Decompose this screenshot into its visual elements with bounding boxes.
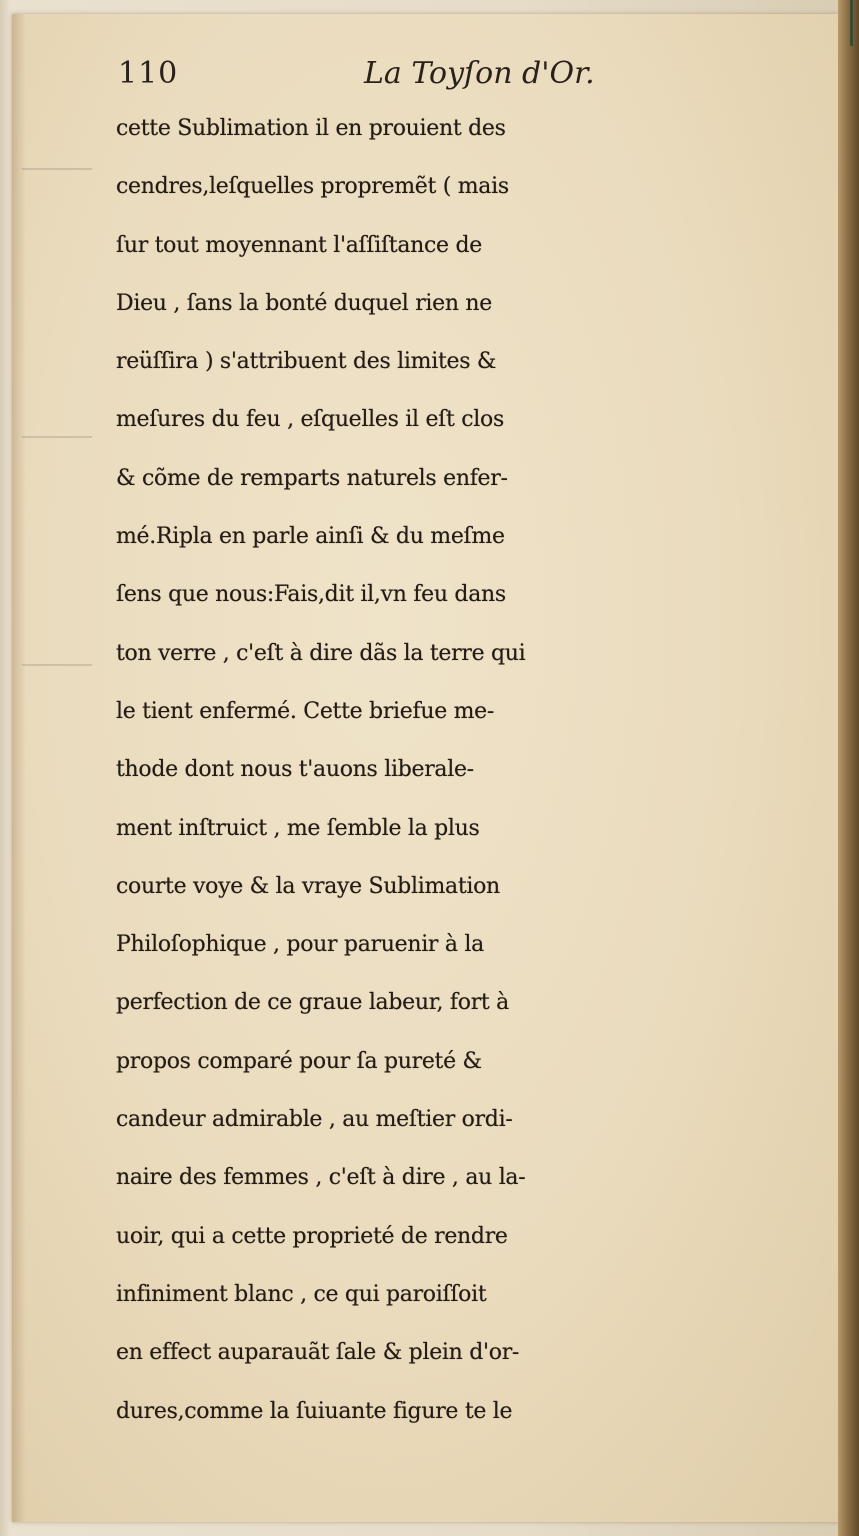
- text-line: mé.Ripla en parle ainſi & du meſme: [116, 524, 505, 550]
- text-line: meſures du feu , eſquelles il eſt clos: [116, 407, 504, 433]
- text-line: infiniment blanc , ce qui paroiſſoit: [116, 1281, 487, 1307]
- text-line: Philoſophique , pour paruenir à la: [116, 932, 484, 958]
- text-line: dures,comme la ſuiuante figure te le: [116, 1398, 513, 1424]
- text-line: naire des femmes , c'eſt à dire , au la-: [116, 1165, 526, 1191]
- text-line: courte voye & la vraye Sublimation: [116, 873, 500, 899]
- text-line: & cõme de remparts naturels enfer-: [116, 465, 508, 491]
- text-line: cendres,leſquelles propremẽt ( mais: [116, 174, 509, 200]
- text-line: perfection de ce graue labeur, fort à: [116, 990, 509, 1016]
- text-line: cette Sublimation il en prouient des: [116, 116, 506, 141]
- text-line: en effect auparauãt ſale & plein d'or-: [116, 1340, 520, 1366]
- text-line: ton verre , c'eſt à dire dãs la terre qui: [116, 640, 526, 666]
- text-line: ſur tout moyennant l'aſſiſtance de: [116, 232, 482, 258]
- show-through-mark: [22, 664, 92, 666]
- text-line: candeur admirable , au meſtier ordi-: [116, 1107, 513, 1133]
- running-head: [108, 52, 808, 100]
- text-line: ment inſtruict , me ſemble la plus: [116, 815, 480, 841]
- text-line: Dieu , ſans la bonté duquel rien ne: [116, 290, 493, 316]
- text-line: ſens que nous:Fais,dit il,vn feu dans: [116, 582, 506, 608]
- show-through-mark: [22, 436, 92, 438]
- text-line: le tient enfermé. Cette briefue me-: [116, 698, 495, 724]
- text-line: reüſſira ) s'attribuent des limites &: [116, 349, 497, 375]
- body-text: [116, 100, 816, 1441]
- show-through-mark: [22, 168, 92, 170]
- book-binding-edge: [838, 0, 859, 1536]
- text-line: propos comparé pour ſa pureté &: [116, 1048, 482, 1074]
- text-line: uoir, qui a cette proprieté de rendre: [116, 1223, 508, 1249]
- running-title: La Toyſon d'Or.: [364, 56, 595, 91]
- text-line: thode dont nous t'auons liberale-: [116, 757, 474, 783]
- page-number: 110: [118, 56, 179, 91]
